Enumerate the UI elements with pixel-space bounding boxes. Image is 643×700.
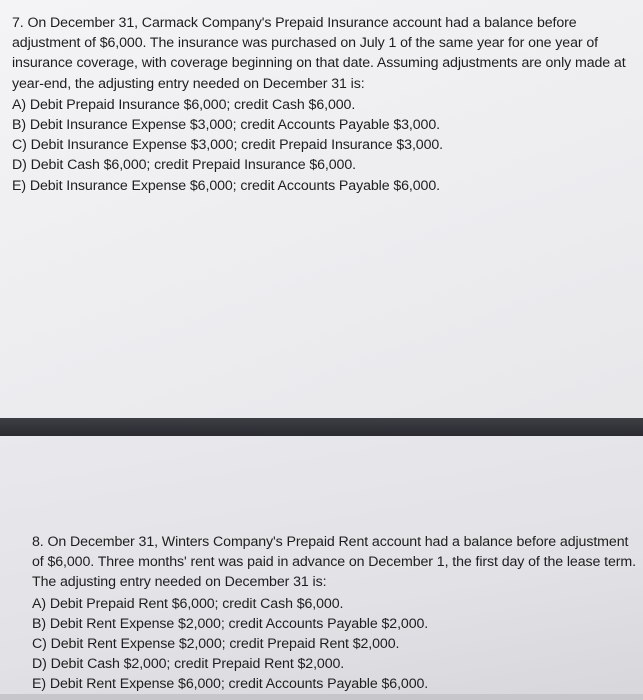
question-8 [32,532,640,695]
bottom-edge [0,694,643,700]
question-8-option-d[interactable]: D) Debit Cash $2,000; credit Prepaid Rent $2,000. [32,656,345,673]
question-7 [12,13,640,196]
question-8-option-e[interactable]: E) Debit Rent Expense $6,000; credit Accounts Payable $6,000. [32,676,429,693]
question-8-option-c[interactable]: C) Debit Rent Expense $2,000; credit Prepaid Rent $2,000. [32,636,400,653]
question-7-option-e[interactable]: E) Debit Insurance Expense $6,000; credit Accounts Payable $6,000. [12,177,440,194]
question-7-stem: 7. On December 31, Carmack Company's Prepaid Insurance account had a balance before adjustment of $6,000. The insurance was purchased on July 1 of the same year for one year of insurance coverage, with coverage beginning on that date. Assuming adjustments are only made at year-end, the adjusting entry needed on December 31 is: [12,15,626,92]
question-7-option-a[interactable]: A) Debit Prepaid Insurance $6,000; credit Cash $6,000. [12,96,356,113]
panel-divider [0,418,643,436]
question-8-option-b[interactable]: B) Debit Rent Expense $2,000; credit Accounts Payable $2,000. [32,615,429,632]
question-7-option-d[interactable]: D) Debit Cash $6,000; credit Prepaid Insurance $6,000. [12,157,356,174]
question-7-option-c[interactable]: C) Debit Insurance Expense $3,000; credit Prepaid Insurance $3,000. [12,137,444,154]
question-7-option-b[interactable]: B) Debit Insurance Expense $3,000; credit Accounts Payable $3,000. [12,117,440,134]
question-8-option-a[interactable]: A) Debit Prepaid Rent $6,000; credit Cash $6,000. [32,595,344,612]
question-8-stem: 8. On December 31, Winters Company's Prepaid Rent account had a balance before adjustment of $6,000. Three months' rent was paid in advance on December 1, the first day of the lease term. The adjusting entry needed on December 31 is: [32,534,636,591]
